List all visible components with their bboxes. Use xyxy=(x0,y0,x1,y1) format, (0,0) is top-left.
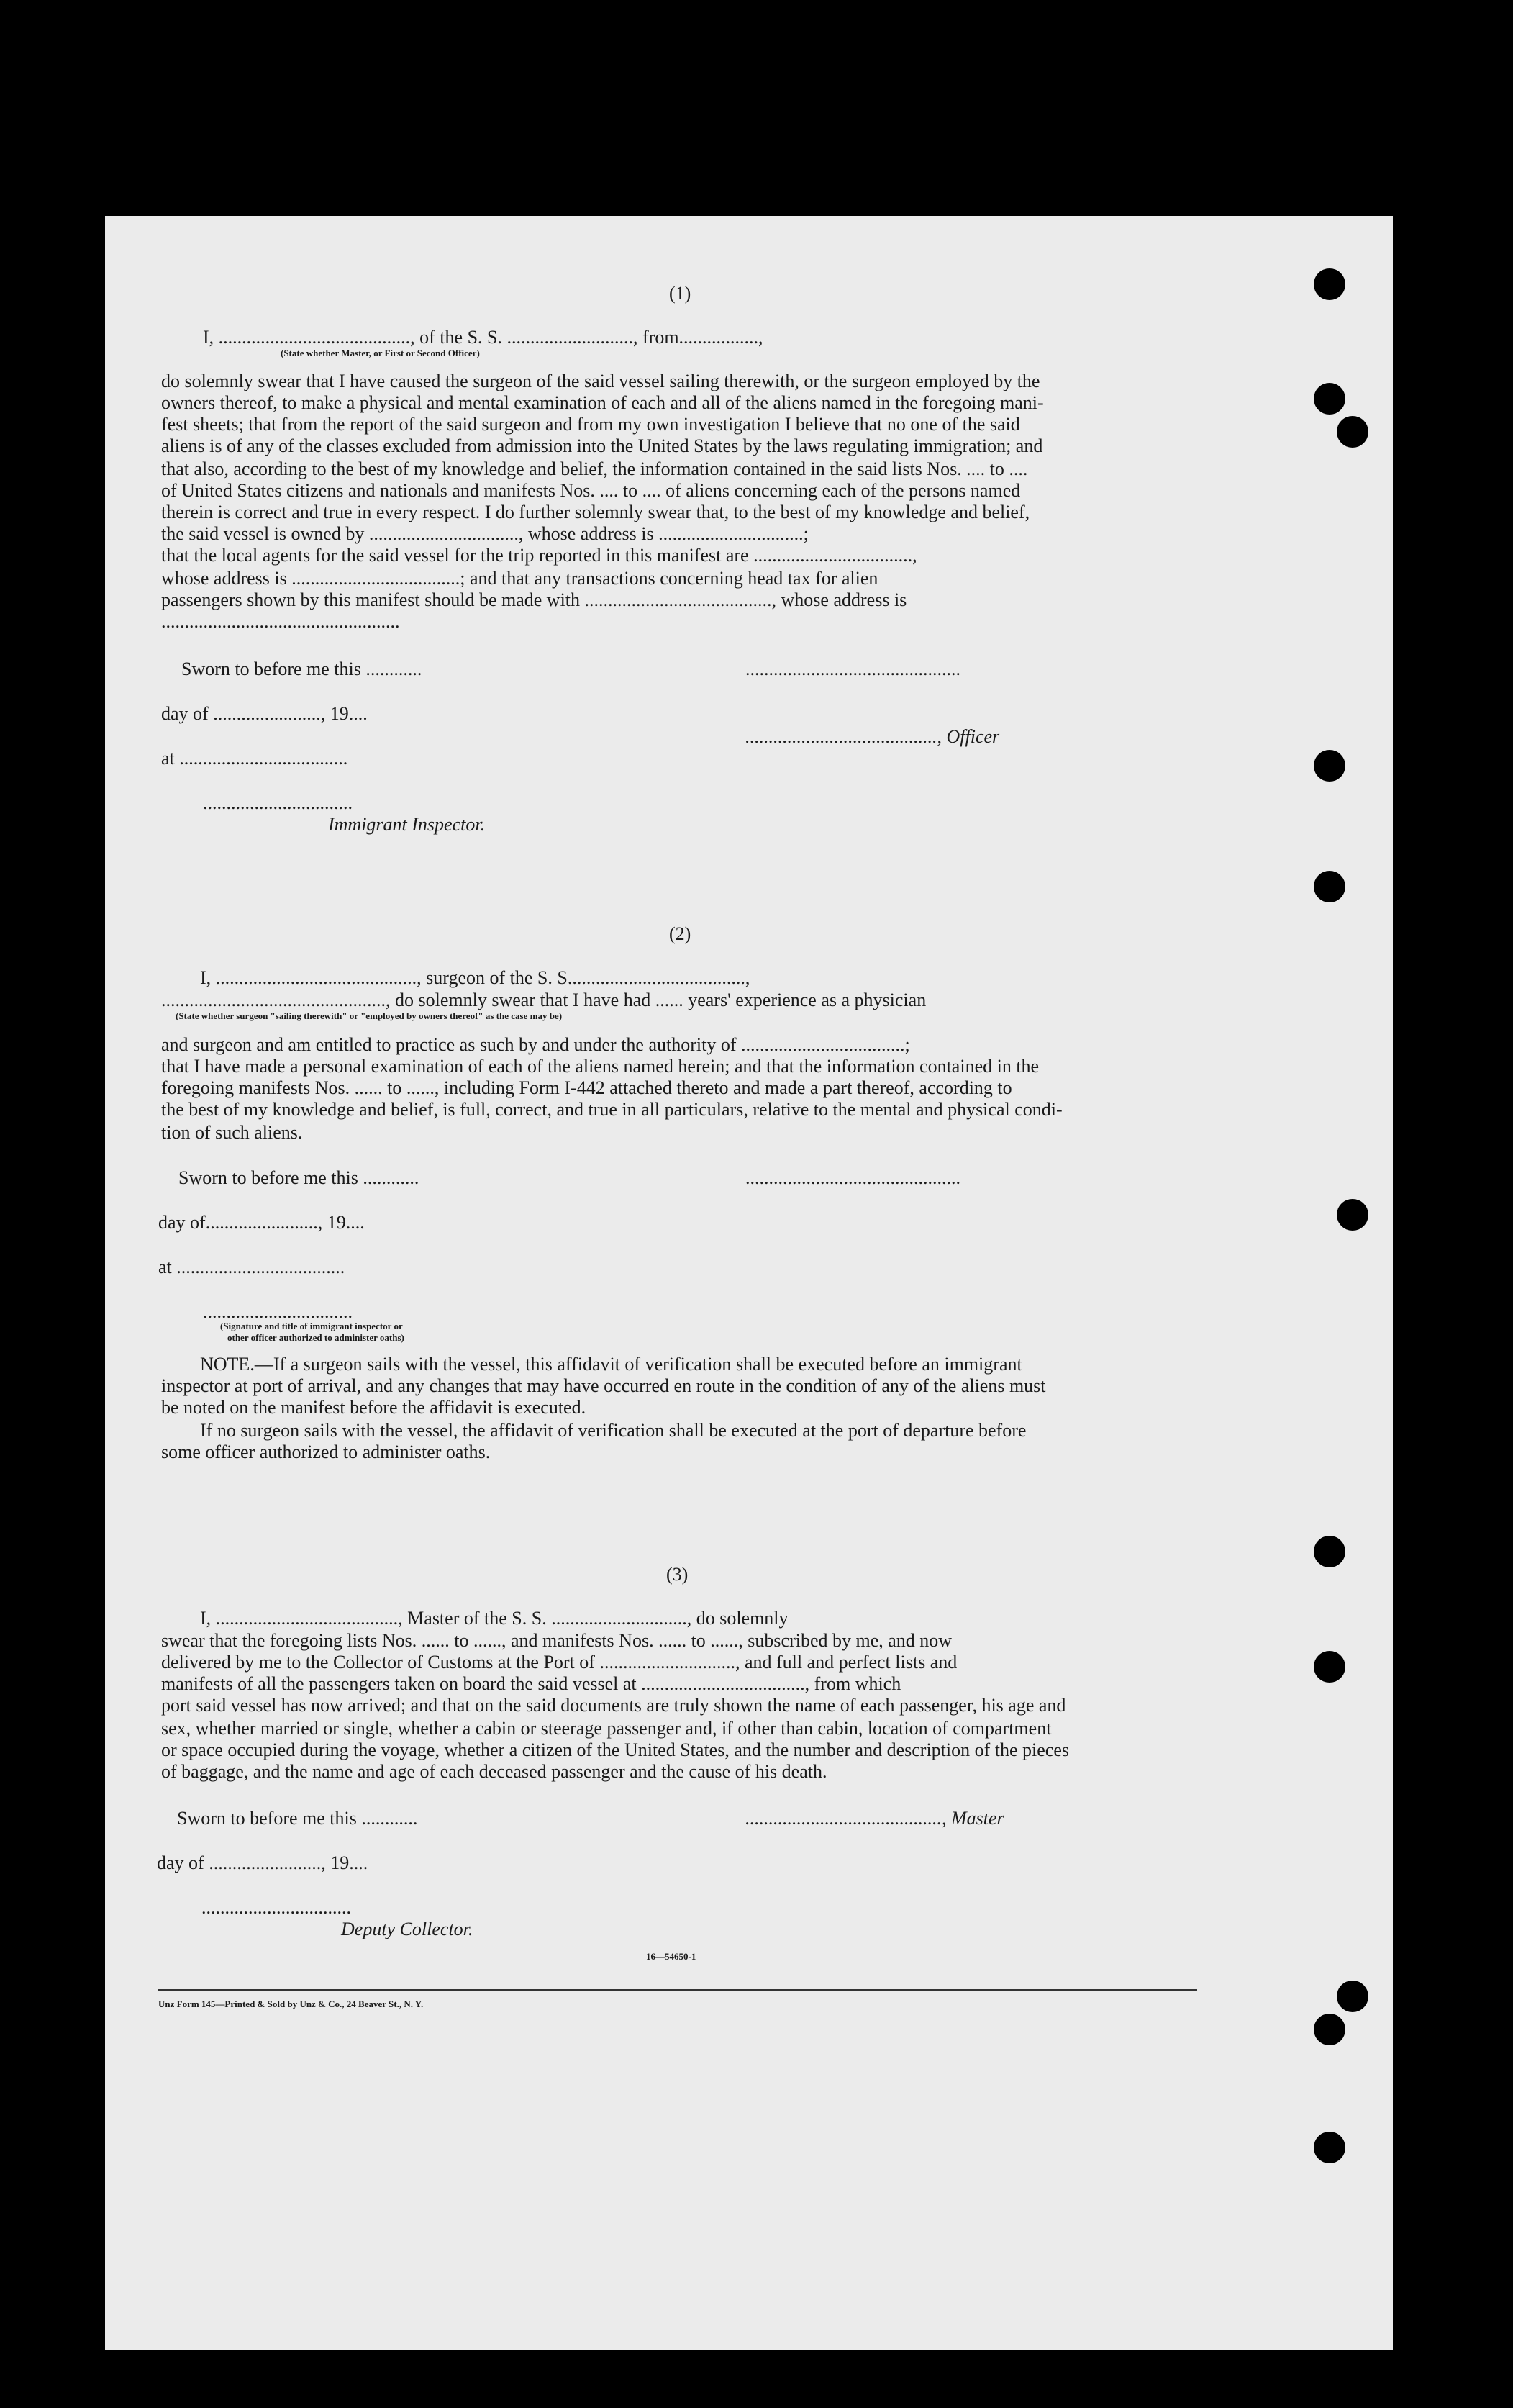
section-1-line: passengers shown by this manifest should be made with ........................................, whose address is xyxy=(161,589,907,610)
section-2-right-line: .............................................. xyxy=(745,1167,960,1188)
section-1-line: that the local agents for the said vessel for the trip reported in this manifest are .................................., xyxy=(161,545,917,566)
punch-hole xyxy=(1314,268,1345,300)
note-text: be noted on the manifest before the affidavit is executed. xyxy=(161,1397,586,1418)
section-1-line: therein is correct and true in every respect. I do further solemnly swear that, to the best of my knowledge and belief, xyxy=(161,502,1030,522)
section-1-officer: ........................................., Officer xyxy=(745,726,1000,747)
section-2-at: at .................................... xyxy=(158,1257,345,1277)
section-1-officer-line: .............................................. xyxy=(745,658,960,679)
section-2-line: that I have made a personal examination of each of the aliens named herein; and that the information contained in the xyxy=(161,1056,1040,1077)
section-3-line: I, ......................................., Master of the S. S. ............................., do solemnly xyxy=(200,1608,789,1629)
section-1-sworn: Sworn to before me this ............ xyxy=(181,658,422,679)
section-1-number: (1) xyxy=(669,283,691,304)
section-2-number: (2) xyxy=(669,923,691,944)
section-2-day: day of........................, 19.... xyxy=(158,1212,365,1233)
punch-hole xyxy=(1314,2014,1345,2045)
punch-hole xyxy=(1337,1981,1368,2012)
note-text: some officer authorized to administer oaths. xyxy=(161,1441,491,1462)
section-3-line: or space occupied during the voyage, whether a citizen of the United States, and the number and description of the pieces xyxy=(161,1739,1070,1760)
punch-hole xyxy=(1337,416,1368,448)
section-1-line: ................................................... xyxy=(161,611,400,632)
section-3-sworn: Sworn to before me this ............ xyxy=(177,1808,418,1829)
immigrant-inspector-label: Immigrant Inspector. xyxy=(328,814,486,835)
section-3-signature-line: ................................ xyxy=(201,1897,351,1918)
section-2-signature-hint: other officer authorized to administer oaths) xyxy=(227,1332,404,1343)
section-1-signature-line: ................................ xyxy=(203,792,353,813)
section-2-sworn: Sworn to before me this ............ xyxy=(178,1167,419,1188)
section-1-line: do solemnly swear that I have caused the surgeon of the said vessel sailing therewith, or the surgeon employed by the xyxy=(161,371,1040,391)
section-3-line: sex, whether married or single, whether a cabin or steerage passenger and, if other than cabin, location of compartment xyxy=(161,1718,1052,1739)
section-2-line: tion of such aliens. xyxy=(161,1122,303,1143)
punch-hole xyxy=(1314,383,1345,415)
punch-hole xyxy=(1314,750,1345,782)
section-2-line: ................................................, do solemnly swear that I have had ...... years' experience as a physician xyxy=(161,990,927,1010)
section-1-line: owners thereof, to make a physical and mental examination of each and all of the aliens named in the foregoing mani- xyxy=(161,392,1044,413)
section-1-line: the said vessel is owned by ................................, whose address is ...............................; xyxy=(161,523,809,544)
section-3-line: of baggage, and the name and age of each deceased passenger and the cause of his death. xyxy=(161,1761,827,1782)
section-1-line: fest sheets; that from the report of the said surgeon and from my own investigation I believe that no one of the said xyxy=(161,414,1020,435)
section-3-day: day of ........................, 19.... xyxy=(157,1852,368,1873)
punch-hole xyxy=(1314,1536,1345,1567)
note-text: If no surgeon sails with the vessel, the affidavit of verification shall be executed at the port of departure before xyxy=(200,1420,1027,1441)
section-2-line: foregoing manifests Nos. ...... to ......, including Form I-442 attached thereto and made a part thereof, according to xyxy=(161,1077,1012,1098)
section-2-line: I, ..........................................., surgeon of the S. S......................................, xyxy=(200,967,750,988)
section-3-line: port said vessel has now arrived; and that on the said documents are truly shown the name of each passenger, his age and xyxy=(161,1695,1066,1716)
section-1-at: at .................................... xyxy=(161,748,348,769)
note-text: NOTE.—If a surgeon sails with the vessel, this affidavit of verification shall be executed before an immigrant xyxy=(200,1354,1022,1375)
section-1-line: I, ........................................., of the S. S. ..........................., from................., xyxy=(203,327,763,348)
note-text: inspector at port of arrival, and any changes that may have occurred en route in the condition of any of the aliens must xyxy=(161,1375,1046,1396)
section-1-line: of United States citizens and nationals and manifests Nos. .... to .... of aliens concerning each of the persons named xyxy=(161,480,1021,501)
section-2-line: and surgeon and am entitled to practice as such by and under the authority of ...................................; xyxy=(161,1034,910,1055)
section-3-line: delivered by me to the Collector of Customs at the Port of ............................., and full and perfect lists and xyxy=(161,1652,958,1673)
section-2-signature-hint: (Signature and title of immigrant inspector or xyxy=(220,1321,403,1331)
section-2-line: the best of my knowledge and belief, is full, correct, and true in all particulars, relative to the mental and physical condi- xyxy=(161,1099,1063,1120)
punch-hole xyxy=(1314,871,1345,902)
section-1-day: day of ......................., 19.... xyxy=(161,703,368,724)
printer-imprint: Unz Form 145—Printed & Sold by Unz & Co., 24 Beaver St., N. Y. xyxy=(158,1999,424,2009)
section-3-number: (3) xyxy=(666,1564,689,1585)
section-2-signature-line: ................................ xyxy=(203,1301,353,1322)
punch-hole xyxy=(1314,1651,1345,1683)
section-1-line: aliens is of any of the classes excluded from admission into the United States by the laws regulating immigration; and xyxy=(161,435,1043,456)
master-signature: .........................................., Master xyxy=(745,1808,1004,1829)
section-1-line: that also, according to the best of my knowledge and belief, the information contained in the said lists Nos. .... to .... xyxy=(161,458,1028,479)
footer-rule xyxy=(158,1989,1197,1991)
section-3-line: manifests of all the passengers taken on board the said vessel at ..................................., from which xyxy=(161,1673,901,1694)
section-1-hint: (State whether Master, or First or Second Officer) xyxy=(281,348,480,358)
punch-hole xyxy=(1337,1199,1368,1231)
form-number: 16—54650-1 xyxy=(646,1951,696,1962)
deputy-collector-label: Deputy Collector. xyxy=(341,1919,473,1939)
section-2-hint: (State whether surgeon "sailing therewith" or "employed by owners thereof" as the case may be) xyxy=(176,1010,563,1021)
punch-hole xyxy=(1314,2132,1345,2163)
section-3-line: swear that the foregoing lists Nos. ...... to ......, and manifests Nos. ...... to ......, subscribed by me, and now xyxy=(161,1630,953,1651)
section-1-line: whose address is ....................................; and that any transactions concerning head tax for alien xyxy=(161,568,878,589)
